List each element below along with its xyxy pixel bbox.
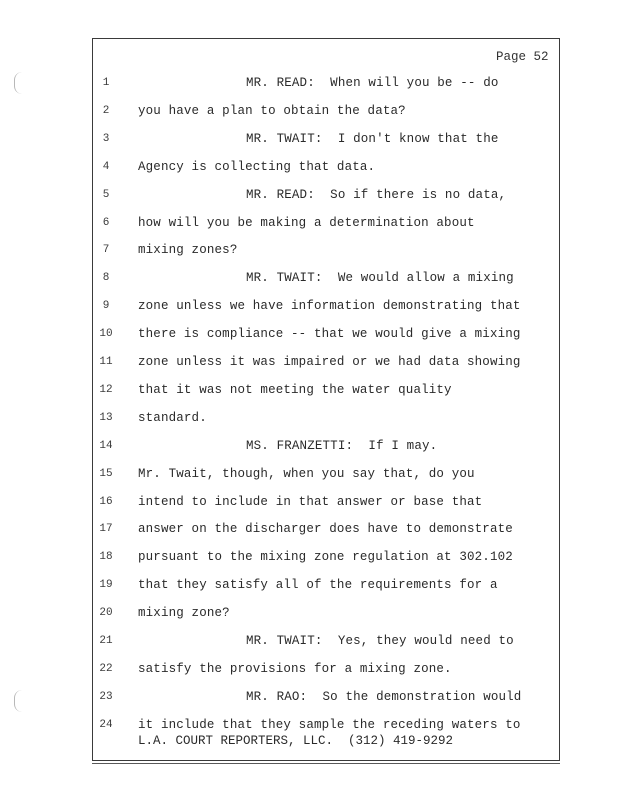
line-number: 6 xyxy=(102,216,110,229)
transcript-line: Agency is collecting that data. xyxy=(138,159,376,174)
page-bottom-rule xyxy=(92,763,560,764)
line-number: 9 xyxy=(102,300,110,313)
transcript-line: intend to include in that answer or base that xyxy=(138,494,483,509)
line-number: 10 xyxy=(99,328,113,341)
transcript-line: mixing zone? xyxy=(138,606,230,621)
transcript-line: MR. TWAIT: We would allow a mixing xyxy=(246,271,514,286)
line-number: 17 xyxy=(99,523,113,536)
line-number: 11 xyxy=(99,356,113,368)
transcript-line: satisfy the provisions for a mixing zone. xyxy=(138,661,452,676)
line-number: 1 xyxy=(102,77,110,89)
line-number: 19 xyxy=(99,579,113,592)
transcript-line: Mr. Twait, though, when you say that, do you xyxy=(138,466,475,481)
line-number: 13 xyxy=(99,411,113,424)
page-number: Page 52 xyxy=(496,50,549,64)
line-number: 12 xyxy=(99,383,113,396)
line-number: 18 xyxy=(99,551,113,564)
transcript-line: answer on the discharger does have to demonstrate xyxy=(138,522,513,537)
transcript-line: MR. RAO: So the demonstration would xyxy=(246,689,522,704)
transcript-line: pursuant to the mixing zone regulation at 302.102 xyxy=(138,550,513,565)
transcript-line: it include that they sample the receding waters to xyxy=(138,717,521,732)
transcript-line: there is compliance -- that we would give a mixing xyxy=(138,327,521,342)
transcript-line: that they satisfy all of the requirements for a xyxy=(138,578,498,593)
line-number: 2 xyxy=(102,104,110,117)
line-number: 5 xyxy=(102,188,110,201)
transcript-line: MS. FRANZETTI: If I may. xyxy=(246,438,438,453)
transcript-line: that it was not meeting the water quality xyxy=(138,382,452,397)
line-number: 15 xyxy=(99,467,113,480)
transcript-line: MR. TWAIT: Yes, they would need to xyxy=(246,634,514,648)
transcript-line: zone unless we have information demonstrating that xyxy=(138,299,521,314)
line-number: 4 xyxy=(102,160,110,173)
page-border xyxy=(92,38,560,761)
transcript-line: zone unless it was impaired or we had data showing xyxy=(138,355,521,369)
binder-hole-mark xyxy=(14,690,23,712)
line-number: 21 xyxy=(99,635,113,647)
line-number: 24 xyxy=(99,718,113,731)
transcript-line: how will you be making a determination about xyxy=(138,215,475,230)
transcript-line: you have a plan to obtain the data? xyxy=(138,103,406,118)
footer-reporter: L.A. COURT REPORTERS, LLC. (312) 419-9292 xyxy=(138,734,454,748)
line-number: 7 xyxy=(102,244,110,257)
transcript-line: MR. TWAIT: I don't know that the xyxy=(246,131,499,146)
line-number: 20 xyxy=(99,607,113,620)
transcript-line: MR. READ: So if there is no data, xyxy=(246,187,507,202)
line-number: 8 xyxy=(102,272,110,285)
line-number: 22 xyxy=(99,662,113,675)
line-number: 16 xyxy=(99,495,113,508)
line-number: 3 xyxy=(102,132,110,145)
line-number: 23 xyxy=(99,690,113,703)
line-number: 14 xyxy=(99,439,113,452)
transcript-line: MR. READ: When will you be -- do xyxy=(246,76,499,90)
transcript-line: standard. xyxy=(138,410,207,425)
binder-hole-mark xyxy=(14,72,23,94)
transcript-line: mixing zones? xyxy=(138,243,238,258)
